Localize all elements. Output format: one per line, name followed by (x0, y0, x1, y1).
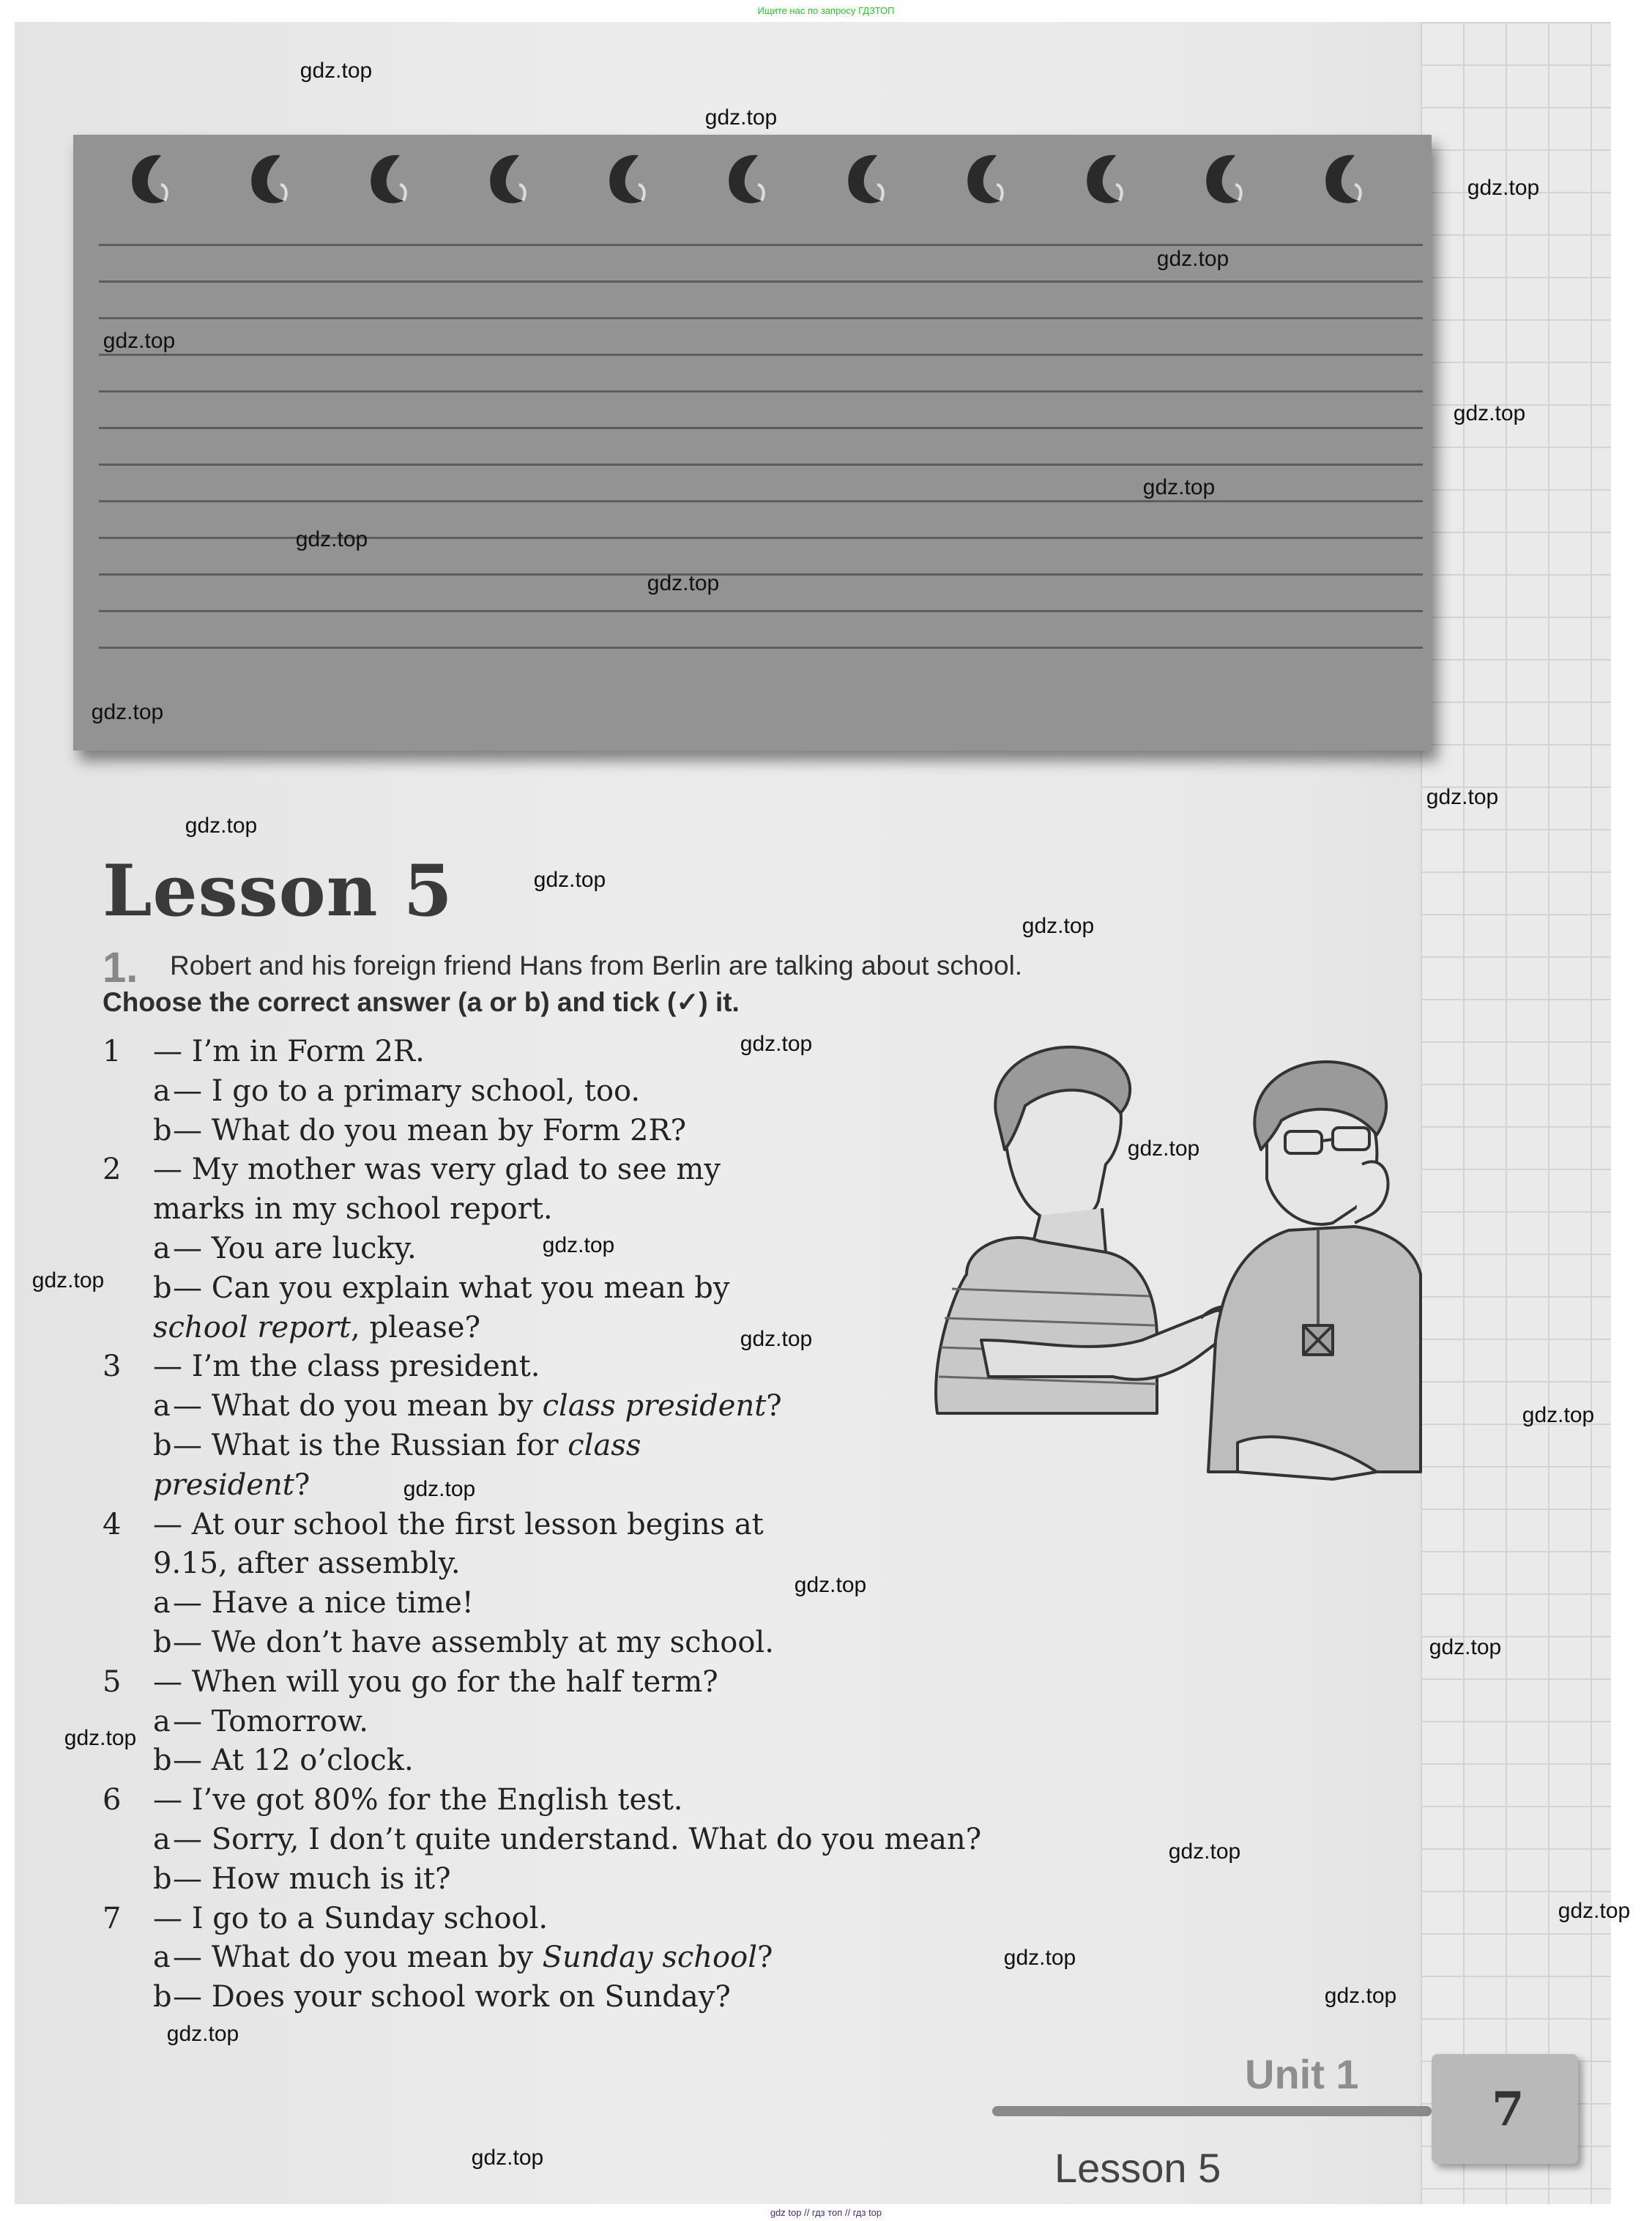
option-letter: b (153, 1113, 172, 1147)
text-segment: — Sorry, I don’t quite understand. What do you mean? (173, 1822, 982, 1856)
ring-hole-icon (124, 149, 176, 208)
text-segment: — We don’t have assembly at my school. (173, 1625, 774, 1659)
ring-hole-icon (363, 149, 414, 208)
line-text (173, 1269, 729, 1309)
line-text (173, 1072, 640, 1112)
line-text (173, 1978, 731, 2017)
text-segment: — I’m in Form 2R. (153, 1035, 425, 1068)
text-segment: ? (766, 1389, 782, 1424)
line-text (173, 1820, 981, 1860)
answer-option-b[interactable] (103, 1860, 1128, 1900)
watermark: gdz.top (740, 1327, 813, 1351)
ring-hole-icon (602, 149, 653, 208)
notepad-line (99, 500, 1423, 502)
item-number: 3 (103, 1350, 122, 1384)
footer-unit: Unit 1 (1245, 2051, 1359, 2097)
text-segment: — My mother was very glad to see my (153, 1153, 721, 1187)
line-text (173, 1703, 368, 1742)
text-segment: — What do you mean by (173, 1389, 543, 1424)
exercise-intro: Robert and his foreign friend Hans from Berlin are talking about school. (170, 950, 1023, 981)
watermark: gdz.top (1453, 401, 1526, 425)
ring-hole-icon (483, 149, 534, 208)
watermark: gdz.top (103, 329, 176, 353)
line-text (153, 1033, 425, 1072)
line-text (153, 1466, 310, 1506)
dialogue-line (103, 1506, 1128, 1545)
text-segment: — I go to a primary school, too. (173, 1074, 641, 1108)
text-segment: — What do you mean by (173, 1941, 543, 1975)
exercise-number: 1. (103, 944, 138, 992)
option-letter: a (153, 1389, 171, 1424)
notepad-line (99, 244, 1423, 246)
text-segment: — You are lucky. (173, 1231, 417, 1265)
watermark: gdz.top (647, 571, 720, 595)
line-text (153, 1190, 553, 1229)
watermark: gdz.top (1558, 1899, 1631, 1923)
text-segment: 9.15, after assembly. (153, 1547, 461, 1581)
option-letter: b (153, 1625, 172, 1659)
text-segment: — When will you go for the half term? (153, 1664, 718, 1699)
watermark: gdz.top (1142, 475, 1216, 499)
line-text (153, 1900, 548, 1939)
line-text (173, 1112, 686, 1151)
watermark: gdz.top (704, 105, 778, 130)
text-segment: — How much is it? (173, 1861, 451, 1896)
line-text (153, 1663, 718, 1703)
footer-lesson: Lesson 5 (1054, 2145, 1221, 2191)
text-segment: — I go to a Sunday school. (153, 1901, 548, 1935)
notepad-line (99, 317, 1423, 319)
page-number-tab (1432, 2054, 1578, 2164)
notepad-panel (73, 135, 1432, 751)
footer-bar (992, 2106, 1432, 2116)
line-text (173, 1741, 414, 1781)
text-segment: — Can you explain what you mean by (173, 1271, 730, 1305)
watermark: gdz.top (794, 1573, 867, 1597)
text-segment: marks in my school report. (153, 1192, 553, 1227)
notepad-line (99, 280, 1423, 283)
item-number: 2 (103, 1153, 122, 1187)
watermark: gdz.top (1324, 1984, 1397, 2008)
line-text (173, 1860, 451, 1900)
answer-option-a[interactable] (103, 1820, 1128, 1860)
dialogue-line (103, 1781, 1128, 1820)
notepad-line (99, 464, 1423, 466)
option-letter: a (153, 1586, 171, 1621)
option-letter: a (153, 1822, 171, 1856)
italic-term: president (153, 1467, 294, 1502)
text-segment: — Does your school work on Sunday? (173, 1980, 731, 2014)
watermark: gdz.top (295, 527, 368, 551)
text-segment: — Have a nice time! (173, 1586, 474, 1621)
line-text (173, 1938, 773, 1978)
top-banner (0, 0, 1652, 22)
item-number: 4 (103, 1507, 122, 1541)
notepad-line (99, 354, 1423, 356)
line-text (153, 1781, 682, 1820)
watermark: gdz.top (403, 1477, 476, 1501)
line-text (173, 1229, 417, 1269)
text-segment: — Tomorrow. (173, 1704, 368, 1738)
item-number: 5 (103, 1664, 122, 1699)
dialogue-line (103, 1900, 1128, 1939)
watermark: gdz.top (471, 2146, 544, 2170)
answer-option-a[interactable] (103, 1584, 1128, 1623)
text-segment: — I’ve got 80% for the English test. (153, 1783, 683, 1818)
watermark: gdz.top (64, 1726, 137, 1750)
item-number: 7 (103, 1901, 122, 1935)
watermark: gdz.top (1003, 1946, 1076, 1970)
watermark: gdz.top (1127, 1136, 1200, 1161)
italic-term: class president (542, 1389, 767, 1424)
line-text (173, 1387, 782, 1426)
text-segment: — At 12 o’clock. (173, 1744, 414, 1778)
watermark: gdz.top (542, 1233, 615, 1257)
ring-hole-icon (1199, 149, 1250, 208)
line-text (153, 1347, 540, 1387)
line-text (173, 1584, 474, 1623)
watermark: gdz.top (533, 868, 606, 892)
bottom-banner-text: gdz top // гдз топ // гдз top (770, 2207, 882, 2218)
answer-option-a[interactable] (103, 1938, 1128, 1978)
text-segment: ? (756, 1941, 773, 1975)
ring-hole-icon (960, 149, 1011, 208)
lesson-title: Lesson 5 (103, 849, 453, 932)
ring-hole-icon (1079, 149, 1131, 208)
grid-margin (1421, 22, 1611, 2204)
option-letter: b (153, 1428, 172, 1462)
watermark: gdz.top (1168, 1839, 1241, 1864)
item-number: 6 (103, 1783, 122, 1818)
italic-term: Sunday school (542, 1941, 757, 1975)
watermark: gdz.top (1429, 1635, 1502, 1659)
option-letter: b (153, 1271, 172, 1305)
watermark: gdz.top (185, 814, 258, 838)
text-segment: , please? (351, 1310, 481, 1344)
two-boys-illustration (923, 1033, 1428, 1508)
line-text (153, 1309, 480, 1348)
notepad-line (99, 610, 1423, 612)
line-text (153, 1150, 721, 1190)
watermark: gdz.top (31, 1268, 105, 1292)
option-letter: a (153, 1941, 171, 1975)
ring-hole-icon (244, 149, 295, 208)
italic-term: class (568, 1428, 641, 1462)
page-number: 7 (1492, 2082, 1525, 2137)
notepad-line (99, 573, 1423, 576)
answer-option-a[interactable] (103, 1703, 1128, 1742)
notepad-line (99, 390, 1423, 393)
option-letter: a (153, 1074, 171, 1108)
item-number: 1 (103, 1035, 122, 1068)
option-letter: b (153, 1744, 172, 1778)
top-banner-text: Ищите нас по запросу ГДЗТОП (757, 5, 895, 16)
watermark: gdz.top (1426, 785, 1499, 809)
line-text (173, 1623, 774, 1663)
notepad-line (99, 647, 1423, 649)
option-letter: a (153, 1704, 171, 1738)
text-segment: ? (294, 1467, 310, 1502)
line-text (173, 1426, 641, 1466)
italic-term: school report (153, 1310, 351, 1344)
watermark: gdz.top (91, 700, 164, 724)
dialogue-line (103, 1544, 1128, 1584)
ring-hole-icon (1318, 149, 1369, 208)
answer-option-b[interactable] (103, 1978, 1128, 2017)
exercise-instruction: Choose the correct answer (a or b) and tick (✓) it. (103, 987, 740, 1017)
text-segment: — What do you mean by Form 2R? (173, 1113, 687, 1147)
watermark: gdz.top (1467, 176, 1540, 200)
dialogue-line (103, 1663, 1128, 1703)
bottom-banner (0, 2204, 1652, 2221)
ring-hole-icon (841, 149, 892, 208)
notepad-line (99, 427, 1423, 429)
option-letter: b (153, 1861, 172, 1896)
watermark: gdz.top (740, 1032, 813, 1056)
watermark: gdz.top (1022, 914, 1095, 938)
text-segment: — I’m the class president. (153, 1350, 540, 1384)
line-text (153, 1506, 764, 1545)
line-text (153, 1544, 461, 1584)
text-segment: — At our school the first lesson begins at (153, 1507, 764, 1541)
option-letter: a (153, 1231, 171, 1265)
text-segment: — What is the Russian for (173, 1428, 568, 1462)
watermark: gdz.top (299, 59, 373, 83)
answer-option-b[interactable] (103, 1741, 1128, 1781)
watermark: gdz.top (1156, 247, 1229, 271)
watermark: gdz.top (1522, 1403, 1595, 1427)
option-letter: b (153, 1980, 172, 2014)
watermark: gdz.top (166, 2022, 239, 2046)
answer-option-b[interactable] (103, 1623, 1128, 1663)
ring-hole-icon (721, 149, 773, 208)
